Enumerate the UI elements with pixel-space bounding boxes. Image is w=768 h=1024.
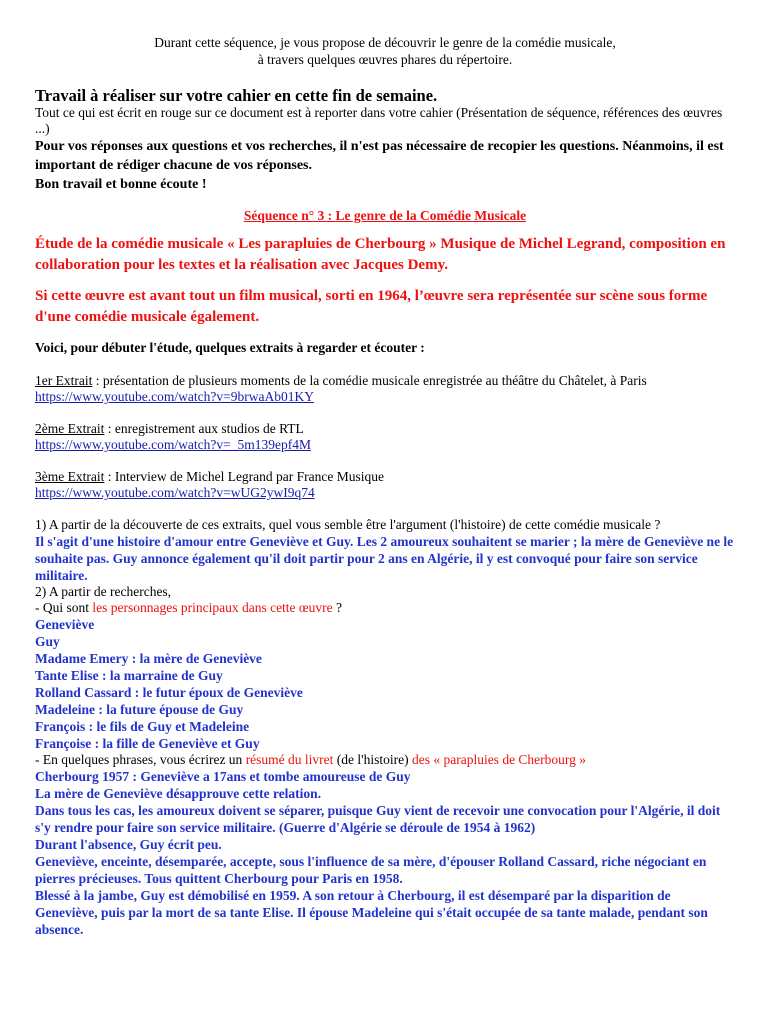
intro <box>35 34 735 68</box>
sequence-title: Séquence n° 3 : Le genre de la Comédie Musicale <box>243 208 527 223</box>
extract-2 <box>35 421 735 453</box>
summary-line: Geneviève, enceinte, désemparée, accepte, sous l'influence de sa mère, d'épouser Rolland Cassard, riche négociant en pierres précieuses. Tous quittent Cherbourg pour Paris en 1958. <box>35 854 707 886</box>
character-item: Madeleine : la future épouse de Guy <box>35 702 244 717</box>
question-2-summary <box>35 752 735 768</box>
character-item: Tante Elise : la marraine de Guy <box>35 668 223 683</box>
q2-sub2-red2: des « parapluies de Cherbourg » <box>411 752 587 767</box>
character-item: Madame Emery : la mère de Geneviève <box>35 651 262 666</box>
extracts-intro: Voici, pour débuter l'étude, quelques extraits à regarder et écouter : <box>35 340 425 355</box>
extract-1-label: 1er Extrait <box>35 373 93 388</box>
q2-sub1-suffix: ? <box>332 600 343 615</box>
character-item: Guy <box>35 634 60 649</box>
extract-1-link[interactable]: https://www.youtube.com/watch?v=9brwaAb01KY <box>35 389 314 404</box>
q2-sub2-prefix: - En quelques phrases, vous écrirez un <box>35 752 246 767</box>
extract-2-label: 2ème Extrait <box>35 421 105 436</box>
work-instructions: Pour vos réponses aux questions et vos recherches, il n'est pas nécessaire de recopier les questions. Néanmoins, il est important de rédiger chacune de vos réponses. <box>35 139 724 173</box>
q2-sub1-prefix: - Qui sont <box>35 600 93 615</box>
summary-line: Cherbourg 1957 : Geneviève a 17ans et tombe amoureuse de Guy <box>35 769 411 784</box>
extract-3-label: 3ème Extrait <box>35 469 105 484</box>
summary-line: Dans tous les cas, les amoureux doivent se séparer, puisque Guy vient de recevoir une convocation pour l'Algérie, il doit s'y rendre pour faire son service militaire. (Guerre d'Algérie se déroule de 1954 à 1962) <box>35 803 721 835</box>
intro-line-1: Durant cette séquence, je vous propose de découvrir le genre de la comédie musicale, <box>154 35 616 50</box>
summary-line: Durant l'absence, Guy écrit peu. <box>35 837 222 852</box>
q2-sub2-mid: (de l'histoire) <box>333 752 412 767</box>
extract-2-link[interactable]: https://www.youtube.com/watch?v=_5m139epf4M <box>35 437 311 452</box>
q2-sub2-red1: résumé du livret <box>245 752 334 767</box>
character-item: François : le fils de Guy et Madeleine <box>35 719 250 734</box>
q2-sub1-red: les personnages principaux dans cette œuvre <box>92 600 333 615</box>
work-title: Travail à réaliser sur votre cahier en cette fin de semaine. <box>35 86 438 105</box>
characters-list <box>35 616 735 752</box>
question-2-characters <box>35 600 735 616</box>
summary-answer <box>35 768 735 938</box>
character-item: Rolland Cassard : le futur époux de Geneviève <box>35 685 303 700</box>
extract-3-link[interactable]: https://www.youtube.com/watch?v=wUG2ywI9q74 <box>35 485 315 500</box>
extract-3-desc: : Interview de Michel Legrand par France Musique <box>104 469 385 484</box>
answer-1: Il s'agit d'une histoire d'amour entre Geneviève et Guy. Les 2 amoureux souhaitent se marier ; la mère de Geneviève ne le souhaite pas. Guy annonce également qu'il doit partir pour 2 ans en Algérie, il y est convoqué pour faire son service militaire. <box>35 534 734 583</box>
work-greeting: Bon travail et bonne écoute ! <box>35 177 207 192</box>
summary-line: Blessé à la jambe, Guy est démobilisé en 1959. A son retour à Cherbourg, il est désemparé par la disparition de Geneviève, puis par la mort de sa tante Elise. Il épouse Madeleine qui s'était occupée de sa tante malade, pendant son absence. <box>35 888 708 937</box>
work-note: Tout ce qui est écrit en rouge sur ce document est à reporter dans votre cahier (Présentation de séquence, références des œuvres ...) <box>35 105 723 136</box>
extract-1 <box>35 373 735 405</box>
film-note: Si cette œuvre est avant tout un film musical, sorti en 1964, l’œuvre sera représentée sur scène sous forme d'une comédie musicale également. <box>35 288 708 325</box>
extract-2-desc: : enregistrement aux studios de RTL <box>104 421 304 436</box>
character-item: Geneviève <box>35 617 95 632</box>
extract-1-desc: : présentation de plusieurs moments de la comédie musicale enregistrée au théâtre du Châtelet, à Paris <box>92 373 647 388</box>
extract-3 <box>35 469 735 501</box>
question-1: 1) A partir de la découverte de ces extraits, quel vous semble être l'argument (l'histoire) de cette comédie musicale ? <box>35 517 661 532</box>
intro-line-2: à travers quelques œuvres phares du répertoire. <box>257 52 513 67</box>
summary-line: La mère de Geneviève désapprouve cette relation. <box>35 786 322 801</box>
study-description: Étude de la comédie musicale « Les parapluies de Cherbourg » Musique de Michel Legrand, composition en collaboration pour les textes et la réalisation avec Jacques Demy. <box>35 236 726 273</box>
document-page <box>35 32 735 938</box>
question-2-intro: 2) A partir de recherches, <box>35 584 172 599</box>
character-item: Françoise : la fille de Geneviève et Guy <box>35 736 260 751</box>
